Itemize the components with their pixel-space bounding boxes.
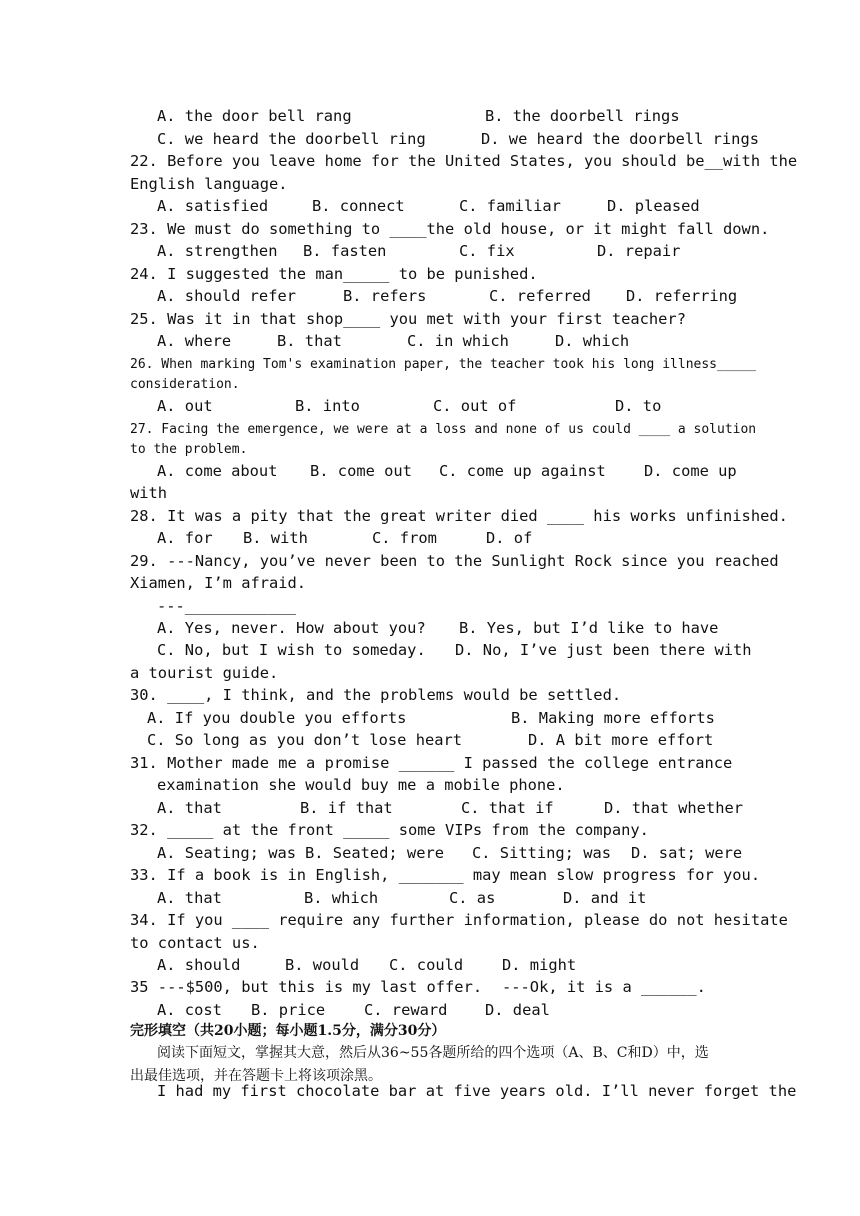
q23-option-b: B. fasten [303, 242, 387, 260]
q33-stem: 33. If a book is in English, _______ may mean slow progress for you. [130, 866, 761, 884]
q32-option-b: B. Seated; were [305, 844, 444, 862]
q26-stem: 26. When marking Tom's examination paper, the teacher took his long illness_____ [130, 357, 757, 372]
q27-option-b: B. come out [310, 462, 412, 480]
q27-option-d: D. come up [644, 462, 737, 480]
q34-option-d: D. might [502, 956, 577, 974]
q34-option-b: B. would [285, 956, 360, 974]
q33-option-c: C. as [449, 889, 496, 907]
q33-option-b: B. which [304, 889, 379, 907]
q34-option-a: A. should [157, 956, 241, 974]
q26-option-d: D. to [615, 397, 662, 415]
q31-option-a: A. that [157, 799, 222, 817]
q34-stem-cont: to contact us. [130, 934, 260, 952]
q29-option-d-cont: a tourist guide. [130, 664, 279, 682]
q29-answer-blank: ---____________ [157, 597, 296, 615]
q27-stem-cont: to the problem. [130, 442, 248, 457]
q24-option-b: B. refers [343, 287, 427, 305]
q25-option-d: D. which [555, 332, 630, 350]
q31-option-d: D. that whether [604, 799, 743, 817]
q35-option-a: A. cost [157, 1001, 222, 1019]
q29-option-a: A. Yes, never. How about you? [157, 619, 426, 637]
q22-stem: 22. Before you leave home for the United States, you should be__with the [130, 152, 798, 170]
q21-option-d: D. we heard the doorbell rings [481, 130, 759, 148]
q31-stem-cont: examination she would buy me a mobile phone. [157, 776, 565, 794]
q21-option-c: C. we heard the doorbell ring [157, 130, 426, 148]
q35-option-d: D. deal [485, 1001, 550, 1019]
q35-stem: 35 ---$500, but this is my last offer. [130, 978, 483, 996]
q24-option-c: C. referred [489, 287, 591, 305]
q29-option-d: D. No, I’ve just been there with [455, 641, 752, 659]
q35-option-b: B. price [251, 1001, 326, 1019]
cloze-heading: 完形填空（共20小题；每小题1.5分，满分30分） [130, 1023, 446, 1039]
cloze-instruction-cont: 出最佳选项，并在答题卡上将该项涂黑。 [130, 1068, 382, 1084]
q25-option-c: C. in which [407, 332, 509, 350]
q27-option-c: C. come up against [439, 462, 606, 480]
q25-option-a: A. where [157, 332, 232, 350]
q31-option-b: B. if that [300, 799, 393, 817]
q30-option-d: D. A bit more effort [528, 731, 714, 749]
q34-stem: 34. If you ____ require any further information, please do not hesitate [130, 911, 788, 929]
q22-option-b: B. connect [312, 197, 405, 215]
q29-stem: 29. ---Nancy, you’ve never been to the Sunlight Rock since you reached [130, 552, 779, 570]
q30-option-b: B. Making more efforts [511, 709, 715, 727]
q33-option-d: D. and it [563, 889, 647, 907]
cloze-passage-line: I had my first chocolate bar at five years old. I’ll never forget the [157, 1082, 797, 1100]
q32-option-a: A. Seating; was [157, 844, 296, 862]
q32-option-d: D. sat; were [631, 844, 743, 862]
q22-option-a: A. satisfied [157, 197, 269, 215]
q27-option-d-cont: with [130, 484, 168, 502]
q23-option-c: C. fix [459, 242, 515, 260]
q27-stem: 27. Facing the emergence, we were at a loss and none of us could ____ a solution [130, 422, 757, 437]
q23-option-a: A. strengthen [157, 242, 278, 260]
q31-stem: 31. Mother made me a promise ______ I passed the college entrance [130, 754, 733, 772]
q24-option-d: D. referring [626, 287, 738, 305]
q29-option-c: C. No, but I wish to someday. [157, 641, 426, 659]
q25-option-b: B. that [277, 332, 342, 350]
cloze-instruction: 阅读下面短文，掌握其大意，然后从36~55各题所给的四个选项（A、B、C和D）中，选 [157, 1045, 709, 1061]
q28-option-b: B. with [243, 529, 308, 547]
q23-stem: 23. We must do something to ____the old house, or it might fall down. [130, 220, 770, 238]
q28-option-a: A. for [157, 529, 213, 547]
q32-stem: 32. _____ at the front _____ some VIPs from the company. [130, 821, 649, 839]
q30-stem: 30. ____, I think, and the problems would be settled. [130, 686, 622, 704]
q22-option-d: D. pleased [607, 197, 700, 215]
q30-option-c: C. So long as you don’t lose heart [147, 731, 463, 749]
q32-option-c: C. Sitting; was [472, 844, 611, 862]
q22-option-c: C. familiar [459, 197, 561, 215]
q28-option-c: C. from [372, 529, 437, 547]
q27-option-a: A. come about [157, 462, 278, 480]
q33-option-a: A. that [157, 889, 222, 907]
q26-option-b: B. into [295, 397, 360, 415]
q28-option-d: D. of [486, 529, 533, 547]
q30-option-a: A. If you double you efforts [147, 709, 407, 727]
q28-stem: 28. It was a pity that the great writer died ____ his works unfinished. [130, 507, 788, 525]
q26-option-c: C. out of [433, 397, 517, 415]
q29-stem-cont: Xiamen, I’m afraid. [130, 574, 307, 592]
q23-option-d: D. repair [597, 242, 681, 260]
q31-option-c: C. that if [461, 799, 554, 817]
q24-option-a: A. should refer [157, 287, 296, 305]
q34-option-c: C. could [389, 956, 464, 974]
q35-option-c: C. reward [364, 1001, 448, 1019]
q21-option-a: A. the door bell rang [157, 107, 352, 125]
q26-stem-cont: consideration. [130, 377, 240, 392]
q21-option-b: B. the doorbell rings [485, 107, 680, 125]
q22-stem-cont: English language. [130, 175, 288, 193]
q26-option-a: A. out [157, 397, 213, 415]
q29-option-b: B. Yes, but I’d like to have [459, 619, 719, 637]
q25-stem: 25. Was it in that shop____ you met with your first teacher? [130, 310, 686, 328]
q35-stem-reply: ---Ok, it is a ______. [502, 978, 706, 996]
q24-stem: 24. I suggested the man_____ to be punished. [130, 265, 538, 283]
